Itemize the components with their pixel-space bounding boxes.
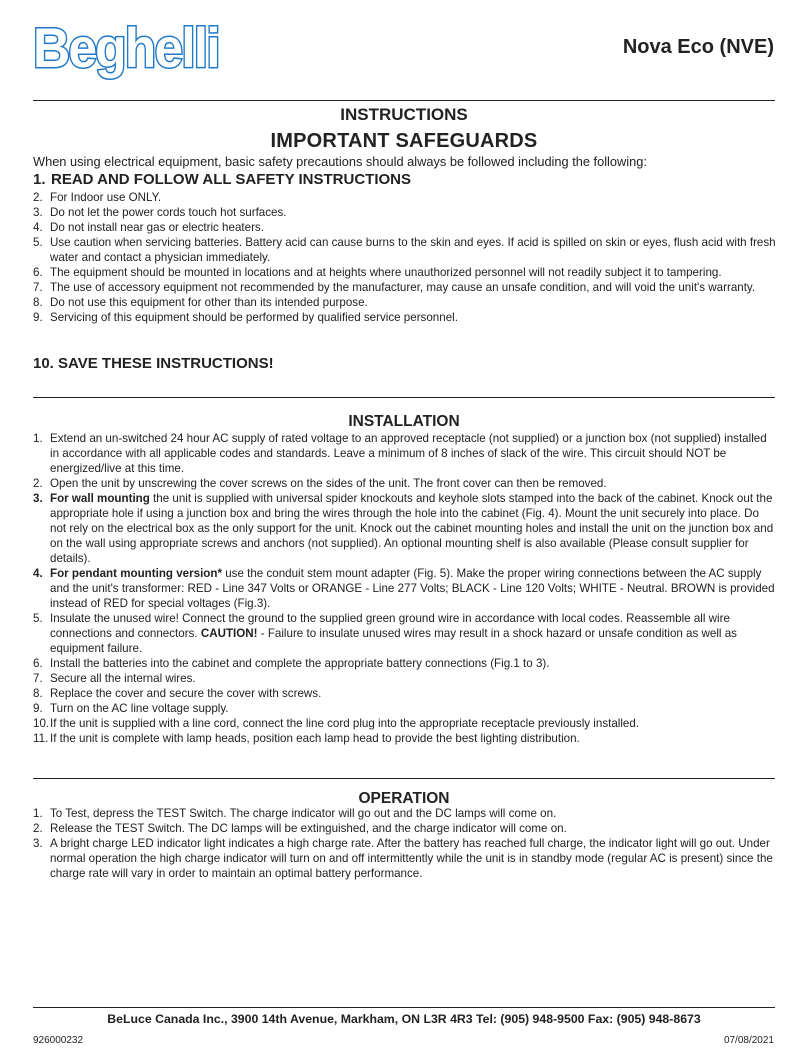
- list-item: 7. The use of accessory equipment not recommended by the manufacturer, may cause an unsafe condition, and will void the unit's warranty.: [33, 281, 756, 294]
- list-item: 5. Insulate the unused wire! Connect the ground to the supplied green ground wire in accordance with local codes. Reassemble all wire connections and connectors. CAUTION! - Failure to insulate unused wires may result in a shock hazard or unsafe condition as well as equipment failure.: [33, 612, 737, 655]
- instructions-title: INSTRUCTIONS: [340, 105, 468, 124]
- list-item: 9. Servicing of this equipment should be performed by qualified service personnel.: [33, 311, 458, 324]
- list-item: 9. Turn on the AC line voltage supply.: [33, 702, 229, 715]
- list-item: 10. If the unit is supplied with a line cord, connect the line cord plug into the appropriate receptacle previously installed.: [33, 717, 640, 730]
- safety-list: [33, 190, 777, 325]
- installation-list: [33, 431, 777, 746]
- document-date: 07/08/2021: [723, 1035, 774, 1046]
- divider-install: [33, 397, 775, 398]
- list-item: 8. Replace the cover and secure the cover with screws.: [33, 687, 322, 700]
- list-item: 7. Secure all the internal wires.: [33, 672, 196, 685]
- installation-title: INSTALLATION: [348, 413, 460, 430]
- list-item: 2. Release the TEST Switch. The DC lamps will be extinguished, and the charge indicator will come on.: [33, 822, 567, 835]
- logo-wordmark: Beghelli: [33, 16, 219, 79]
- list-item: 4. For pendant mounting version* use the conduit stem mount adapter (Fig. 5). Make the proper wiring connections between the AC supply and the unit's transformer: RED - Line 347 Volts or ORANGE - Line 277 Volts; BLACK - Line 120 Volts; WHITE - Neutral. BROWN is provided instead of RED for special voltages (Fig.3).: [33, 567, 775, 610]
- list-item: 2. For Indoor use ONLY.: [33, 191, 162, 204]
- list-item: 11. If the unit is complete with lamp heads, position each lamp head to provide the best lighting distribution.: [33, 732, 580, 745]
- list-item: 3. A bright charge LED indicator light indicates a high charge rate. After the battery has reached full charge, the indicator light will go out. Under normal operation the high charge indicator will turn on and off intermittently while the unit is in standby mode (regular AC is present) since the charge rate will vary in order to maintain an optimal battery performance.: [33, 837, 773, 880]
- list-item: 6. Install the batteries into the cabinet and complete the appropriate battery connections (Fig.1 to 3).: [33, 657, 550, 670]
- list-item: 6. The equipment should be mounted in locations and at heights where unauthorized personnel will not readily subject it to tampering.: [33, 266, 722, 279]
- list-item: 3. Do not let the power cords touch hot surfaces.: [33, 206, 287, 219]
- list-item: 4. Do not install near gas or electric heaters.: [33, 221, 264, 234]
- company-contact: BeLuce Canada Inc., 3900 14th Avenue, Markham, ON L3R 4R3 Tel: (905) 948-9500 Fax: (905) 948-8673: [107, 1012, 701, 1026]
- operation-list: [33, 806, 777, 881]
- divider-footer: [33, 1007, 775, 1008]
- brand-logo: [33, 18, 235, 78]
- operation-title: OPERATION: [358, 790, 450, 807]
- safeguards-intro: When using electrical equipment, basic safety precautions should always be followed including the following:: [33, 154, 647, 169]
- safeguards-title: IMPORTANT SAFEGUARDS: [270, 130, 538, 152]
- list-item: 5. Use caution when servicing batteries. Battery acid can cause burns to the skin and eyes. If acid is spilled on skin or eyes, flush acid with fresh water and contact a physician immediately.: [33, 236, 776, 264]
- safety-heading-10: 10. SAVE THESE INSTRUCTIONS!: [33, 355, 274, 372]
- list-item: 1. Extend an un-switched 24 hour AC supply of rated voltage to an approved receptacle (not supplied) or a junction box (not supplied) installed in accordance with all applicable codes and standards. Leave a minimum of 8 inches of slack of the wire. This circuit should NOT be energized/live at this time.: [33, 432, 767, 475]
- list-item: 3. For wall mounting the unit is supplied with universal spider knockouts and keyhole slots stamped into the back of the cabinet. Knock out the appropriate hole if using a junction box and bring the wires through the hole into the cabinet (Fig. 4). Mount the unit securely into place. Do not rely on the electrical box as the only support for the unit. Knock out the cabinet mounting holes and install the unit on the junction box and on the wall using appropriate screws and anchors (not supplied). An optional mounting shelf is also available (Please consult supplier for details).: [33, 492, 774, 565]
- list-item: 1. To Test, depress the TEST Switch. The charge indicator will go out and the DC lamps will come on.: [33, 807, 557, 820]
- divider-top: [33, 100, 775, 101]
- model-title: Nova Eco (NVE): [622, 36, 774, 58]
- safety-heading-1: 1. READ AND FOLLOW ALL SAFETY INSTRUCTIONS: [33, 171, 411, 188]
- divider-operation: [33, 778, 775, 779]
- document-number: 926000232: [33, 1035, 84, 1046]
- list-item: 8. Do not use this equipment for other than its intended purpose.: [33, 296, 368, 309]
- list-item: 2. Open the unit by unscrewing the cover screws on the sides of the unit. The front cover can then be removed.: [33, 477, 607, 490]
